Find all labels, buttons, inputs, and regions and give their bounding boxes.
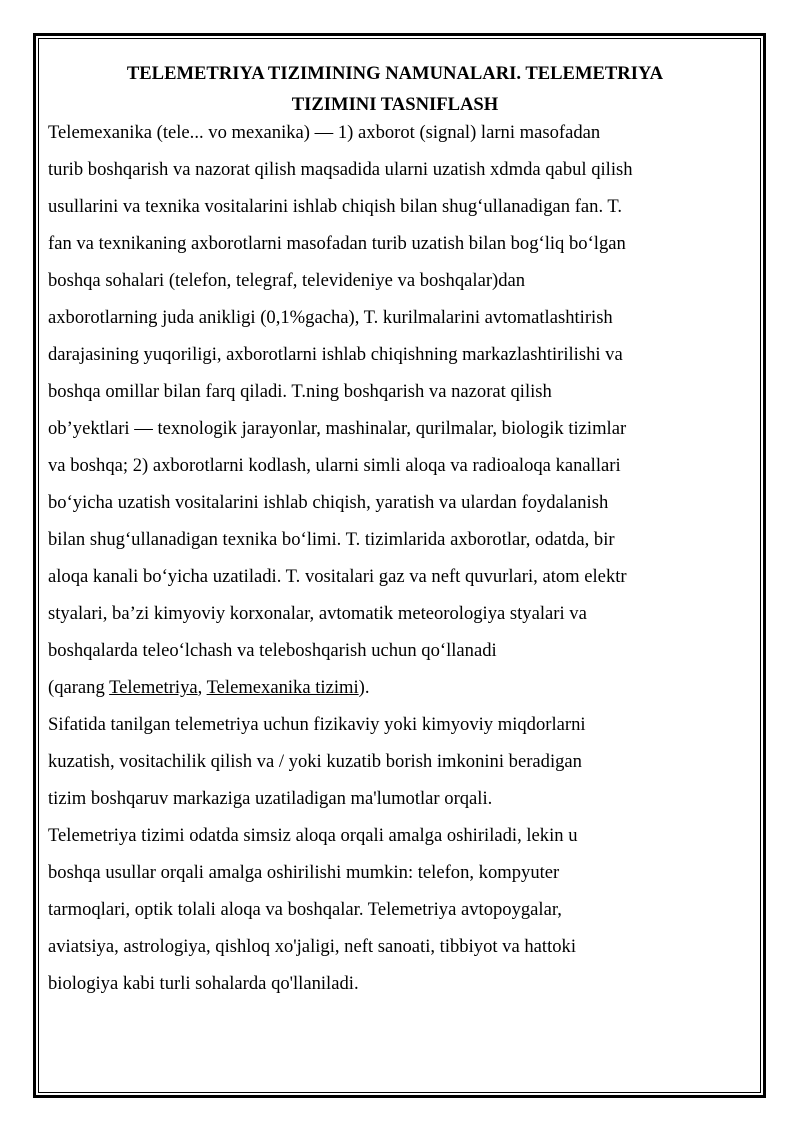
document-title [48, 58, 738, 120]
text-line: bo‘yicha uzatish vositalarini ishlab chiqish, yaratish va ulardan foydalanish [48, 492, 609, 513]
reference-suffix: ). [358, 677, 370, 698]
text-line: Telemetriya tizimi odatda simsiz aloqa orqali amalga oshiriladi, lekin u [48, 825, 578, 846]
text-line: darajasining yuqoriligi, axborotlarni ishlab chiqishning markazlashtirilishi va [48, 344, 623, 365]
text-line: tizim boshqaruv markaziga uzatiladigan ma'lumotlar orqali. [48, 788, 493, 809]
reference-separator: , [197, 677, 207, 698]
link-telemetriya[interactable]: Telemetriya [109, 677, 198, 698]
reference-line [48, 669, 738, 706]
text-line: kuzatish, vositachilik qilish va / yoki kuzatib borish imkonini beradigan [48, 751, 582, 772]
paragraph-telemexanika [48, 114, 738, 706]
text-line: styalari, ba’zi kimyoviy korxonalar, avtomatik meteorologiya styalari va [48, 603, 587, 624]
text-line: aloqa kanali bo‘yicha uzatiladi. T. vositalari gaz va neft quvurlari, atom elektr [48, 566, 627, 587]
text-line: ob’yektlari — texnologik jarayonlar, mashinalar, qurilmalar, biologik tizimlar [48, 418, 627, 439]
text-line: biologiya kabi turli sohalarda qo'llaniladi. [48, 973, 359, 994]
text-line: boshqa omillar bilan farq qiladi. T.ning boshqarish va nazorat qilish [48, 381, 552, 402]
text-line: axborotlarning juda anikligi (0,1%gacha), T. kurilmalarini avtomatlashtirish [48, 307, 613, 328]
text-line: va boshqa; 2) axborotlarni kodlash, ularni simli aloqa va radioaloqa kanallari [48, 455, 621, 476]
text-line: boshqalarda teleo‘lchash va teleboshqarish uchun qo‘llanadi [48, 640, 497, 661]
reference-prefix: (qarang [48, 677, 110, 698]
document-body [48, 58, 738, 1002]
text-line: tarmoqlari, optik tolali aloqa va boshqalar. Telemetriya avtopoygalar, [48, 899, 562, 920]
paragraph-telemetriya-tizimi [48, 817, 738, 1002]
title-line-2: TIZIMINI TASNIFLASH [291, 94, 499, 115]
text-line: boshqa sohalari (telefon, telegraf, televideniye va boshqalar)dan [48, 270, 526, 291]
text-line: turib boshqarish va nazorat qilish maqsadida ularni uzatish xdmda qabul qilish [48, 159, 633, 180]
paragraph-sifatida [48, 706, 738, 817]
text-line: Telemexanika (tele... vo mexanika) — 1) axborot (signal) larni masofadan [48, 122, 601, 143]
text-line: usullarini va texnika vositalarini ishlab chiqish bilan shug‘ullanadigan fan. T. [48, 196, 623, 217]
title-line-1: TELEMETRIYA TIZIMINING NAMUNALARI. TELEMETRIYA [126, 63, 664, 84]
text-line: aviatsiya, astrologiya, qishloq xo'jaligi, neft sanoati, tibbiyot va hattoki [48, 936, 577, 957]
text-line: boshqa usullar orqali amalga oshirilishi mumkin: telefon, kompyuter [48, 862, 560, 883]
text-line: bilan shug‘ullanadigan texnika bo‘limi. T. tizimlarida axborotlar, odatda, bir [48, 529, 615, 550]
text-line: fan va texnikaning axborotlarni masofadan turib uzatish bilan bog‘liq bo‘lgan [48, 233, 626, 254]
link-telemexanika-tizimi[interactable]: Telemexanika tizimi [206, 677, 359, 698]
text-line: Sifatida tanilgan telemetriya uchun fizikaviy yoki kimyoviy miqdorlarni [48, 714, 586, 735]
